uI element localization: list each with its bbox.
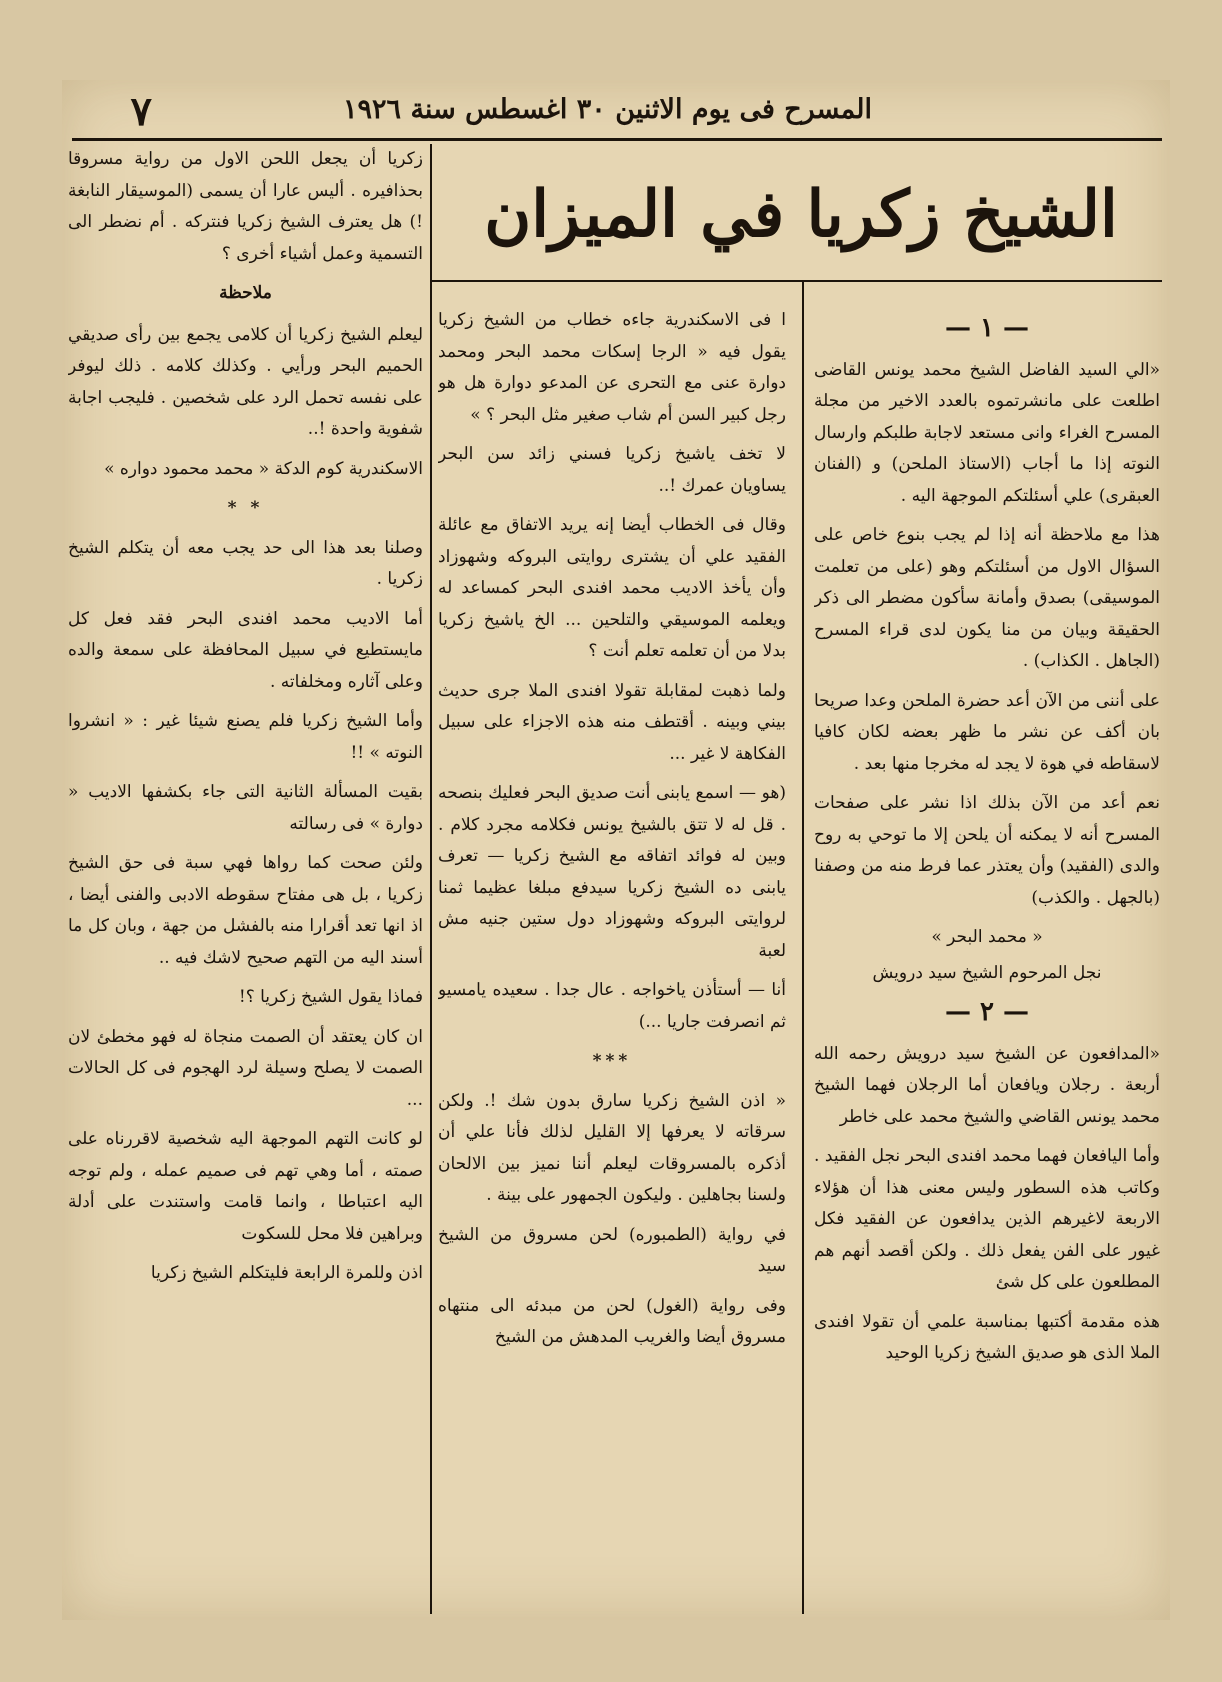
header-title: المسرح فى يوم الاثنين ٣٠ اغسطس سنة ١٩٢٦ bbox=[343, 94, 872, 125]
page-number: ٧ bbox=[130, 88, 152, 135]
section-separator: * * bbox=[227, 498, 264, 518]
paragraph: ولما ذهبت لمقابلة تقولا افندى الملا جرى حديث بيني وبينه . أقتطف منه هذه الاجزاء على سبيل الفكاهة لا غير ... bbox=[438, 680, 786, 764]
article-title: الشيخ زكريا في الميزان bbox=[484, 177, 1118, 252]
dateline-signature: الاسكندرية كوم الدكة « محمد محمود دواره » bbox=[104, 458, 423, 479]
paragraph: وقال فى الخطاب أيضا إنه يريد الاتفاق مع عائلة الفقيد علي أن يشترى روايتى البروكه وشهوزاد وأن يأخذ الاديب محمد افندى البحر كمساعد له ويعلمه الموسيقي والتلحين ... الخ ياشيخ زكريا بدلا من أن تعلمه تعلم أنت ؟ bbox=[438, 515, 786, 661]
signature-caption: نجل المرحوم الشيخ سيد درويش bbox=[872, 962, 1102, 983]
paragraph: «المدافعون عن الشيخ سيد درويش رحمه الله أربعة . رجلان ويافعان أما الرجلان فهما الشيخ محمد يونس القاضي والشيخ محمد على خاطر bbox=[814, 1043, 1160, 1127]
paragraph: هذه مقدمة أكتبها بمناسبة علمي أن تقولا افندى الملا الذى هو صديق الشيخ زكريا الوحيد bbox=[814, 1311, 1160, 1363]
note-heading: ملاحظة bbox=[219, 283, 272, 303]
section-number: — ٢ — bbox=[944, 997, 1030, 1027]
paragraph: لو كانت التهم الموجهة اليه شخصية لاقررناه على صمته ، أما وهي تهم فى صميم عمله ، ولم توجه اليه اعتباطا ، وانما قامت واستندت على أدلة وبراهين فلا محل للسكوت bbox=[68, 1129, 423, 1244]
paragraph: «الي السيد الفاضل الشيخ محمد يونس القاضى اطلعت على مانشرتموه بالعدد الاخير من مجلة المسرح الغراء وانى مستعد لاجابة طلبكم وارسال النوته إذا ما أجاب (الاستاذ الملحن) و (الفنان العبقرى) علي أسئلتكم الموجهة اليه . bbox=[814, 359, 1160, 506]
paragraph: أنا — أستأذن ياخواجه . عال جدا . سعيده يامسيو ثم انصرفت جاريا ...) bbox=[438, 980, 786, 1032]
paragraph: وأما اليافعان فهما محمد افندى البحر نجل الفقيد . وكاتب هذه السطور وليس معنى هذا أن هؤلاء الاربعة لاغيرهم الذين يدافعون عن الفقيد فكل غيور على الفن يفعل ذلك . ولكن أقصد أنهم هم المطلعون على كل شئ bbox=[814, 1146, 1160, 1292]
paragraph: ان كان يعتقد أن الصمت منجاة له فهو مخطئ لان الصمت لا يصلح وسيلة لرد الهجوم فى كل الحالات ... bbox=[68, 1026, 423, 1110]
paragraph: نعم أعد من الآن بذلك اذا نشر على صفحات المسرح أنه لا يمكنه أن يلحن إلا ما توحي به روح والدى (الفقيد) وأن يعتذر عما فرط منه من وصفنا (بالجهل . والكذب) bbox=[814, 793, 1160, 908]
column-divider bbox=[802, 280, 804, 1614]
paragraph: ولئن صحت كما رواها فهي سبة فى حق الشيخ زكريا ، بل هى مفتاح سقوطه الادبى والفنى أيضا ، اذ انها تعد أقرارا منه بالفشل من جهة ، وبان كل ما أسند اليه من التهم صحيح لاشك فيه .. bbox=[68, 853, 423, 968]
paragraph: « اذن الشيخ زكريا سارق بدون شك !. ولكن سرقاته لا يعرفها إلا القليل لذلك فأنا علي أن أذكره بالمسروقات ليعلم أننا نميز بين الالحان ولسنا بجاهلين . وليكون الجمهور على بينة . bbox=[438, 1090, 786, 1205]
paragraph: هذا مع ملاحظة أنه إذا لم يجب بنوع خاص على السؤال الاول من أسئلتكم وهو (على من تعلمت الموسيقى) بصدق وأمانة سأكون مضطر الى ذكر الحقيقة وبيان من منا يكون لدى قراء المسرح (الجاهل . الكذاب) . bbox=[814, 525, 1160, 671]
column-right bbox=[814, 305, 1160, 1615]
page-header bbox=[72, 88, 1162, 141]
paragraph: على أننى من الآن أعد حضرة الملحن وعدا صريحا بان أكف عن نشر ما ظهر بعضه لكان كافيا لاسقاطه في هوة لا يجد له مخرجا منها بعد . bbox=[814, 690, 1160, 774]
paragraph: وأما الشيخ زكريا فلم يصنع شيئا غير : « انشروا النوته » !! bbox=[68, 711, 423, 763]
paragraph: بقيت المسألة الثانية التى جاء بكشفها الاديب « دوارة » فى رسالته bbox=[68, 782, 423, 834]
paragraph: ليعلم الشيخ زكريا أن كلامى يجمع بين رأى صديقي الحميم البحر ورأيي . وكذلك كلامه . ذلك ليوفر على نفسه تحمل الرد على شخصين . فليجب اجابة شفوية واحدة !.. bbox=[68, 324, 423, 439]
signature: « محمد البحر » bbox=[931, 927, 1043, 947]
column-divider bbox=[430, 144, 432, 1614]
paragraph: أما الاديب محمد افندى البحر فقد فعل كل مايستطيع في سبيل المحافظة على سمعة والده وعلى آثاره ومخلفاته . bbox=[68, 608, 423, 692]
section-number: — ١ — bbox=[944, 313, 1030, 343]
paragraph: وصلنا بعد هذا الى حد يجب معه أن يتكلم الشيخ زكريا . bbox=[68, 537, 423, 589]
paragraph: (هو — اسمع يابنى أنت صديق البحر فعليك بنصحه . قل له لا تتق بالشيخ يونس فكلامه مجرد كلام . وبين له فوائد اتفاقه مع الشيخ زكريا — تعرف يابنى ده الشيخ زكريا سيدفع مبلغا عظيما ثمنا لروايتى البروكه وشهوزاد دول ستين جنيه مش لعبة bbox=[438, 783, 786, 961]
paragraph: اذن وللمرة الرابعة فليتكلم الشيخ زكريا bbox=[150, 1263, 423, 1283]
title-divider bbox=[430, 280, 1162, 282]
paragraph: لا تخف ياشيخ زكريا فسني زائد سن البحر يساويان عمرك !.. bbox=[438, 444, 786, 496]
column-middle bbox=[438, 305, 786, 1615]
paragraph: ا فى الاسكندرية جاءه خطاب من الشيخ زكريا يقول فيه « الرجا إسكات محمد البحر ومحمد دوارة عنى مع التحرى عن المدعو دوارة هل هو رجل كبير السن أم شاب صغير مثل البحر ؟ » bbox=[438, 310, 786, 425]
newspaper-page bbox=[62, 80, 1170, 1620]
section-separator: *** bbox=[592, 1051, 632, 1071]
paragraph: زكريا أن يجعل اللحن الاول من رواية مسروقا بحذافيره . أليس عارا أن يسمى (الموسيقار النابغة !) هل يعترف الشيخ زكريا فنتركه . أم نضطر الى التسمية وعمل أشياء أخرى ؟ bbox=[68, 149, 423, 264]
column-left bbox=[68, 144, 423, 1614]
paragraph: وفى رواية (الغول) لحن من مبدئه الى منتهاه مسروق أيضا والغريب المدهش من الشيخ bbox=[438, 1295, 786, 1347]
paragraph: فماذا يقول الشيخ زكريا ؟! bbox=[238, 987, 423, 1007]
paragraph: في رواية (الطمبوره) لحن مسروق من الشيخ سيد bbox=[438, 1224, 786, 1276]
